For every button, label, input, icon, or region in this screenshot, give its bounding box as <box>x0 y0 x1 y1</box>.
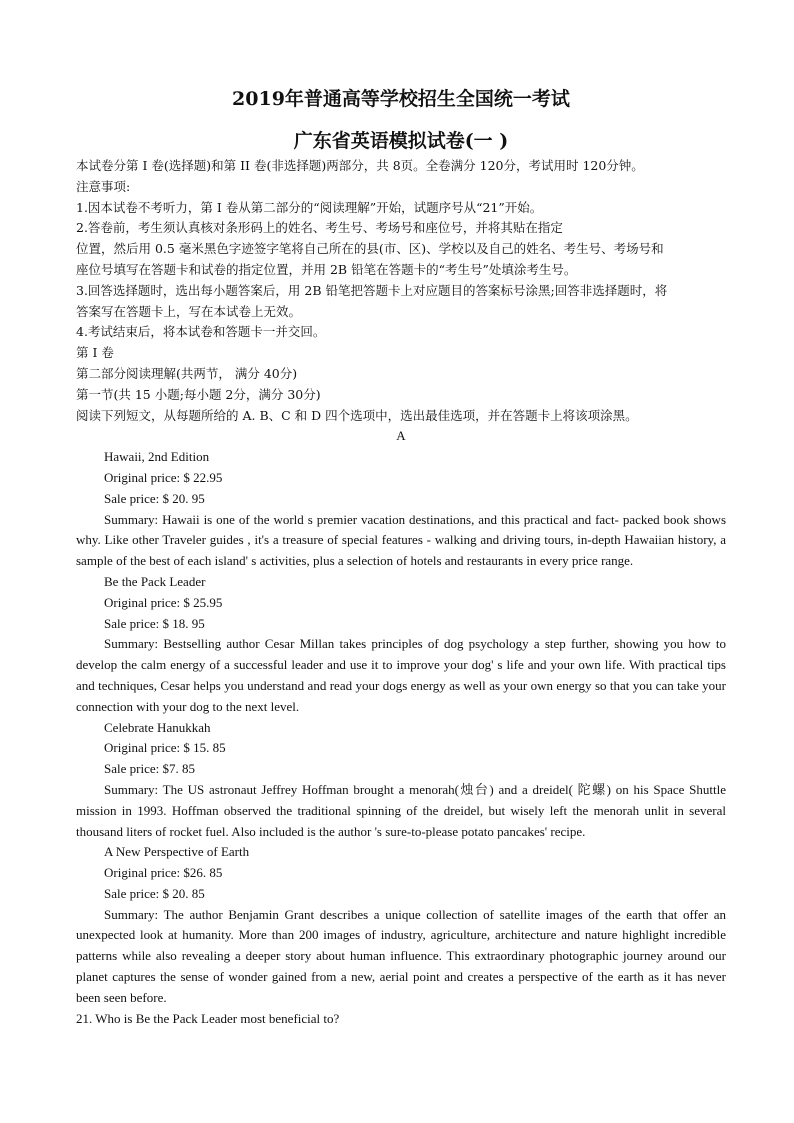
intro-line: 注意事项: <box>76 178 131 194</box>
book-title: A New Perspective of Earth <box>104 844 250 860</box>
intro-line: 2.答卷前，考生须认真核对条形码上的姓名、考生号、考场号和座位号，并将其贴在指定 <box>76 220 563 236</box>
exam-title: 2019年普通高等学校招生全国统一考试 <box>232 88 570 110</box>
intro-line: 1.因本试卷不考听力，第 I 卷从第二部分的“阅读理解”开始，试题序号从“21”开始。 <box>76 199 543 215</box>
exam-subtitle: 广东省英语模拟试卷(一 ) <box>293 130 509 152</box>
sale-price: Sale price: $ 20. 95 <box>104 490 205 506</box>
book-title: Hawaii, 2nd Edition <box>104 449 210 465</box>
sale-price: Sale price: $ 20. 85 <box>104 885 205 901</box>
intro-line: 答案写在答题卡上，写在本试卷上无效。 <box>76 303 302 319</box>
book-summary: Summary: The US astronaut Jeffrey Hoffman brought a menorah(烛台) and a dreidel( 陀螺) on his Space Shuttle mission in 1993. Hoffman observed the traditional spinning of the dreidel, but wisely left the menorah unlit in several thousand liters of rocket fuel. Also included is the author 's sure-to-please potato pancakes' recipe. <box>76 781 726 839</box>
exam-page <box>76 86 726 1029</box>
book-entry <box>76 447 726 572</box>
original-price: Original price: $ 25.95 <box>104 594 223 610</box>
question-21: 21. Who is Be the Pack Leader most beneficial to? <box>76 1010 340 1026</box>
passage-letter: A <box>396 428 406 444</box>
original-price: Original price: $ 22.95 <box>104 469 223 485</box>
book-entry <box>76 718 726 843</box>
book-entry <box>76 572 726 718</box>
book-title: Be the Pack Leader <box>104 573 206 589</box>
original-price: Original price: $ 15. 85 <box>104 740 226 756</box>
section-heading: 第一节(共 15 小题;每小题 2分，满分 30分) <box>76 386 321 402</box>
book-title: Celebrate Hanukkah <box>104 719 211 735</box>
book-summary: Summary: Bestselling author Cesar Millan takes principles of dog psychology a step further, showing you how to develop the calm energy of a successful leader and use it to improve your dog' s life and your own life. With practical tips and techniques, Cesar helps you understand and read your dogs energy as well as your own energy so that you can take your connection with your dog to the next level. <box>76 636 726 714</box>
book-summary: Summary: The author Benjamin Grant describes a unique collection of satellite images of the earth that offer an unexpected look at humanity. More than 200 images of industry, agriculture, architecture and nature highlight incredible patterns while also revealing a deeper story about human influence. This extraordinary photographic journey around our planet captures the sense of wonder gained from a new, aerial point and creates a perspective of the earth as it has never been seen before. <box>76 906 726 1005</box>
intro-line: 3.回答选择题时，选出每小题答案后，用 2B 铅笔把答题卡上对应题目的答案标号涂黑;回答非选择题时，将 <box>76 282 668 298</box>
intro-line: 座位号填写在答题卡和试卷的指定位置，并用 2B 铅笔在答题卡的“考生号”处填涂考生号。 <box>76 261 577 277</box>
instructions <box>76 156 726 426</box>
intro-line: 位置，然后用 0.5 毫米黑色字迹签字笔将自己所在的县(市、区)、学校以及自己的姓名、考生号、考场号和 <box>76 241 664 257</box>
reading-directions: 阅读下列短文，从每题所给的 A. B、C 和 D 四个选项中，选出最佳选项，并在答题卡上将该项涂黑。 <box>76 407 638 423</box>
part-heading: 第二部分阅读理解(共两节， 满分 40分) <box>76 365 298 381</box>
intro-line: 4.考试结束后，将本试卷和答题卡一并交回。 <box>76 324 326 340</box>
volume-heading: 第 I 卷 <box>76 345 114 361</box>
book-entry <box>76 842 726 1008</box>
intro-line: 本试卷分第 I 卷(选择题)和第 II 卷(非选择题)两部分，共 8页。全卷满分 120分，考试用时 120分钟。 <box>76 158 644 173</box>
sale-price: Sale price: $ 18. 95 <box>104 615 205 631</box>
sale-price: Sale price: $7. 85 <box>104 761 195 777</box>
book-summary: Summary: Hawaii is one of the world s premier vacation destinations, and this practical and fact- packed book shows why. Like other Traveler guides , it's a treasure of special features - walking and driving tours, in-depth Hawaiian history, a sample of the best of each island' s activities, plus a selection of hotels and restaurants in every price range. <box>76 511 726 569</box>
original-price: Original price: $26. 85 <box>104 865 223 881</box>
